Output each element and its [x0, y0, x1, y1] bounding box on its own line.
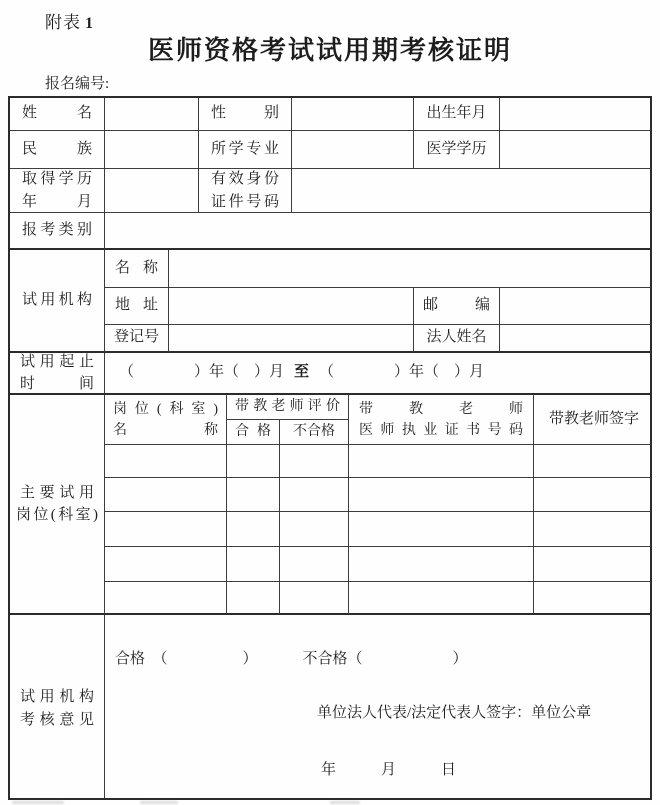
staff-section-label-line1: 主要试用 — [20, 484, 94, 501]
legal-name-label-text: 法人姓名 — [426, 329, 487, 346]
org-regno-label — [105, 325, 169, 353]
ethnic-label-text: 民族 — [22, 140, 92, 157]
org-regno-label-text: 登记号 — [113, 329, 159, 346]
period-to-separator: 至 — [294, 364, 310, 381]
gender-value-cell — [292, 98, 414, 131]
medical-edu-value-cell — [500, 131, 652, 169]
staff-row1-pass-cell — [227, 445, 280, 478]
staff-row4-pass-cell — [227, 547, 280, 582]
staff-row1-sign-cell — [534, 445, 652, 478]
legal-name-label — [414, 325, 500, 353]
scan-artifact — [140, 801, 178, 804]
postcode-label-text: 邮编 — [423, 297, 490, 314]
form-title: 医师资格考试试用期考核证明 — [147, 36, 512, 65]
col-header-signature — [534, 395, 652, 445]
verdict-passfail-line — [115, 649, 468, 671]
edu-date-label-line2: 年月 — [22, 193, 92, 210]
verdict-signature-line: 单位法人代表/法定代表人签字：单位公章 — [317, 705, 592, 721]
edu-date-value-cell — [105, 169, 199, 213]
category-value-cell — [105, 213, 652, 250]
period-label-line2: 时间 — [20, 376, 94, 392]
org-regno-value-cell — [169, 325, 414, 353]
org-section-label-text: 试用机构 — [22, 291, 92, 308]
name-label — [10, 98, 105, 131]
staff-row1-cert-cell — [349, 445, 534, 478]
ethnic-value-cell — [105, 131, 199, 169]
verdict-pass-option: 合格 （ ） — [115, 651, 258, 667]
col-header-post-line2: 名称 — [113, 422, 218, 438]
staff-section-label-line2: 岗位(科室) — [16, 507, 98, 523]
birth-value-cell — [500, 98, 652, 131]
staff-row3-pass-cell — [227, 512, 280, 547]
staff-row2-post-cell — [105, 478, 227, 512]
staff-row5-sign-cell — [534, 582, 652, 615]
ethnic-label — [10, 131, 105, 169]
staff-row5-cert-cell — [349, 582, 534, 615]
col-header-fail-text: 不合格 — [293, 423, 335, 439]
form-table — [8, 96, 652, 800]
verdict-section-label-line2: 考核意见 — [20, 711, 94, 728]
col-header-post-name — [105, 395, 227, 445]
staff-section-label — [10, 395, 105, 615]
name-value-cell — [105, 98, 199, 131]
id-number-label — [199, 169, 292, 213]
verdict-content-cell — [105, 615, 652, 800]
gender-label-text: 性别 — [211, 105, 279, 122]
edu-date-label — [10, 169, 105, 213]
birth-label-text: 出生年月 — [426, 105, 487, 122]
major-label — [199, 131, 292, 169]
staff-row5-post-cell — [105, 582, 227, 615]
postcode-label — [414, 288, 500, 325]
org-addr-label-text: 地址 — [115, 297, 158, 314]
appendix-text: 附表 — [45, 13, 81, 32]
staff-row4-sign-cell — [534, 547, 652, 582]
staff-row2-fail-cell — [280, 478, 349, 512]
scan-artifact — [330, 801, 360, 804]
col-header-evaluation-text: 带教老师评价 — [235, 398, 340, 414]
period-label-line1: 试用起止 — [20, 353, 94, 370]
staff-row3-fail-cell — [280, 512, 349, 547]
appendix-number: 1 — [85, 15, 94, 32]
legal-name-value-cell — [500, 325, 652, 353]
staff-row2-cert-cell — [349, 478, 534, 512]
staff-row4-fail-cell — [280, 547, 349, 582]
major-value-cell — [292, 131, 414, 169]
staff-row5-pass-cell — [227, 582, 280, 615]
org-section-label — [10, 250, 105, 353]
col-header-pass-text: 合格 — [235, 423, 271, 439]
id-number-value-cell — [292, 169, 652, 213]
staff-row3-post-cell — [105, 512, 227, 547]
col-header-certificate-line1: 带教老师 — [359, 401, 523, 417]
col-header-certificate — [349, 395, 534, 445]
staff-row1-fail-cell — [280, 445, 349, 478]
period-value-cell — [105, 353, 652, 395]
org-name-label-text: 名称 — [115, 259, 158, 276]
postcode-value-cell — [500, 288, 652, 325]
category-label — [10, 213, 105, 250]
col-header-certificate-line2: 医师执业证书号码 — [359, 422, 523, 438]
staff-row3-cert-cell — [349, 512, 534, 547]
staff-row5-fail-cell — [280, 582, 349, 615]
org-addr-value-cell — [169, 288, 414, 325]
birth-label — [414, 98, 500, 131]
name-label-text: 姓名 — [22, 105, 92, 122]
verdict-fail-option: 不合格（ ） — [302, 651, 468, 667]
col-header-signature-text: 带教老师签字 — [548, 410, 639, 427]
org-name-label — [105, 250, 169, 288]
org-name-value-cell — [169, 250, 652, 288]
col-header-post-line1: 岗位(科室) — [113, 401, 218, 417]
staff-row4-post-cell — [105, 547, 227, 582]
scan-artifact — [12, 801, 64, 804]
col-header-evaluation — [227, 395, 349, 420]
category-label-text: 报考类别 — [22, 221, 92, 238]
id-number-label-line1: 有效身份 — [211, 171, 279, 187]
verdict-section-label — [10, 615, 105, 800]
period-from-text: （ ）年（ ）月 — [119, 364, 285, 381]
major-label-text: 所学专业 — [211, 140, 279, 157]
edu-date-label-line1: 取得学历 — [22, 171, 92, 187]
col-header-pass — [227, 420, 280, 445]
registration-number-label: 报名编号: — [45, 76, 110, 92]
staff-row4-cert-cell — [349, 547, 534, 582]
staff-row3-sign-cell — [534, 512, 652, 547]
medical-edu-label — [414, 131, 500, 169]
verdict-section-label-line1: 试用机构 — [20, 689, 94, 705]
staff-row2-pass-cell — [227, 478, 280, 512]
period-until-text: （ ）年（ ）月 — [319, 364, 485, 381]
org-addr-label — [105, 288, 169, 325]
id-number-label-line2: 证件号码 — [211, 193, 279, 210]
gender-label — [199, 98, 292, 131]
col-header-fail — [280, 420, 349, 445]
verdict-date-line: 年 月 日 — [321, 762, 457, 778]
staff-row1-post-cell — [105, 445, 227, 478]
medical-edu-label-text: 医学学历 — [426, 140, 487, 157]
staff-row2-sign-cell — [534, 478, 652, 512]
period-label — [10, 353, 105, 395]
